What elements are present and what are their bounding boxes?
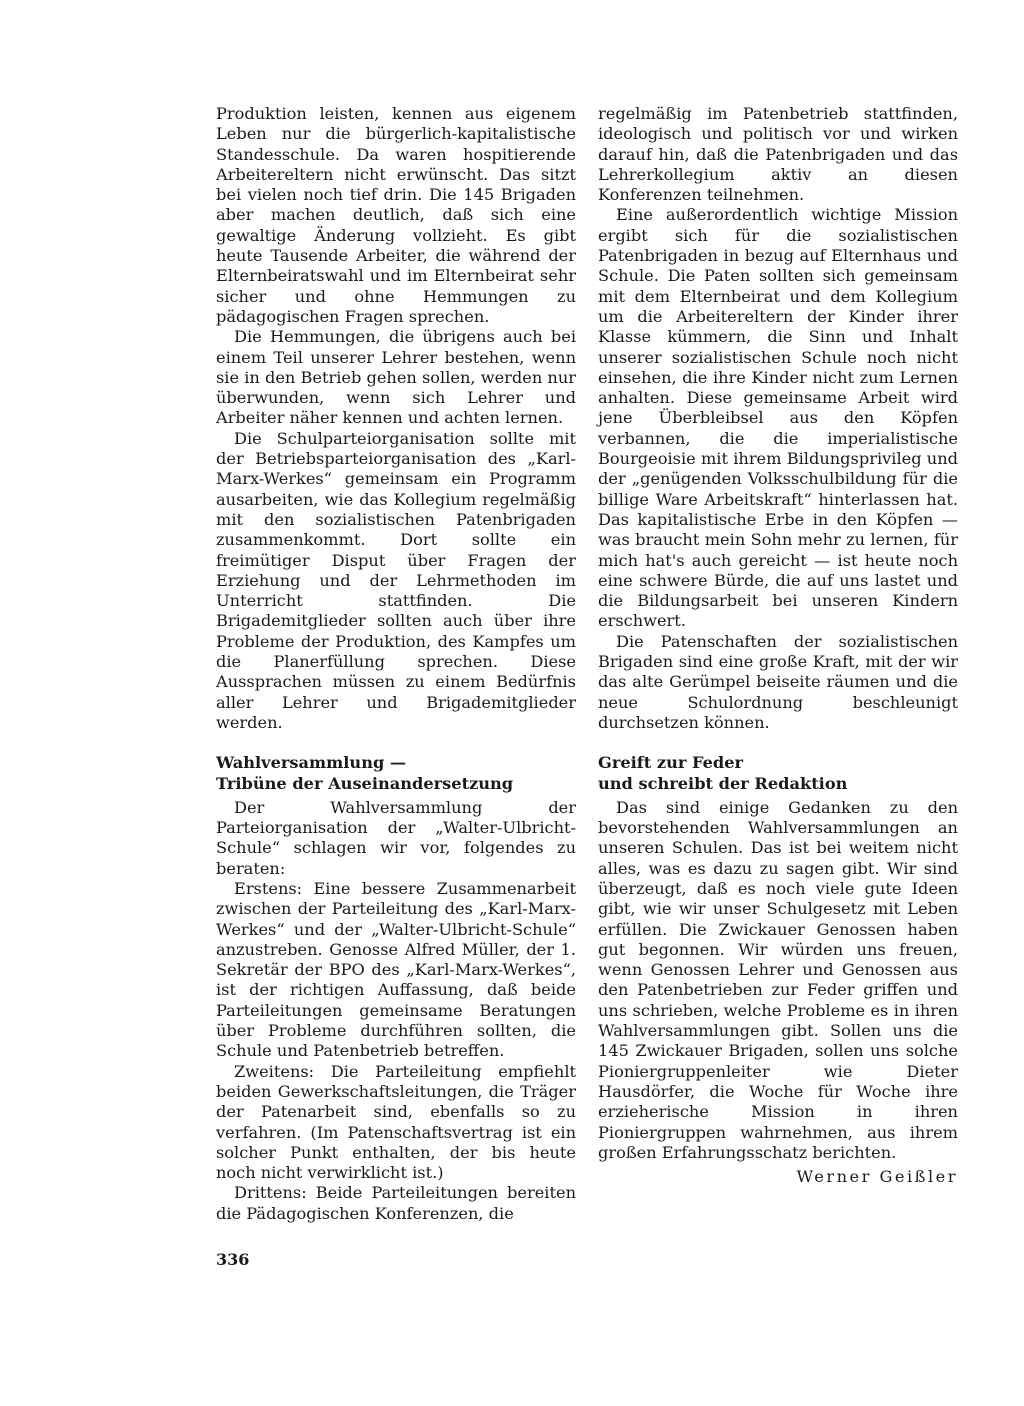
paragraph: Die Schulparteiorganisation sollte mit der Betriebsparteiorganisation des „Karl-Marx-Werkes“ gemeinsam ein Programm ausarbeiten, wie das Kollegium regelmäßig mit den sozialistischen Patenbrigaden zusammenkommt. Dort sollte ein freimütiger Disput über Fragen der Erziehung und der Lehrmethoden im Unterricht stattfinden. Die Brigademitglieder sollten auch über ihre Probleme der Produktion, des Kampfes um die Planerfüllung sprechen. Diese Aussprachen müssen zu einem Bedürfnis aller Lehrer und Brigademitglieder werden.: [216, 428, 576, 732]
paragraph: Drittens: Beide Parteileitungen bereiten die Pädagogischen Konferenzen, die: [216, 1183, 576, 1223]
paragraph: Erstens: Eine bessere Zusammenarbeit zwischen der Parteileitung des „Karl-Marx-Werkes“ und der „Walter-Ulbricht-Schule“ anzustreben. Genosse Alfred Müller, der 1. Sekretär der BPO des „Karl-Marx-Werkes“, ist der richtigen Auffassung, daß beide Parteileitungen gemeinsame Beratungen über Probleme durchführen sollten, die Schule und Patenbetrieb betreffen.: [216, 878, 576, 1061]
paragraph: Der Wahlversammlung der Parteiorganisation der „Walter-Ulbricht-Schule“ schlagen wir vor, folgendes zu beraten:: [216, 797, 576, 878]
heading-line: Wahlversammlung —: [216, 753, 407, 773]
right-column: [598, 104, 958, 1187]
paragraph: Produktion leisten, kennen aus eigenem Leben nur die bürgerlich-kapitalistische Standesschule. Da waren hospitierende Arbeitereltern nicht erwünscht. Das sitzt bei vielen noch tief drin. Die 145 Brigaden aber machen deutlich, daß sich eine gewaltige Änderung vollzieht. Es gibt heute Tausende Arbeiter, die während der Elternbeiratswahl und im Elternbeirat sehr sicher und ohne Hemmungen zu pädagogischen Fragen sprechen.: [216, 104, 576, 326]
paragraph: Eine außerordentlich wichtige Mission ergibt sich für die sozialistischen Patenbrigaden in bezug auf Elternhaus und Schule. Die Paten sollten sich gemeinsam mit dem Elternbeirat und dem Kollegium um die Arbeitereltern der Kinder ihrer Klasse kümmern, die Sinn und Inhalt unserer sozialistischen Schule noch nicht einsehen, die ihre Kinder nicht zum Lernen anhalten. Diese gemeinsame Arbeit wird jene Überbleibsel aus den Köpfen verbannen, die die imperialistische Bourgeoisie mit ihrem Bildungsprivileg und der „genügenden Volksschulbildung für die billige Ware Arbeitskraft“ hinterlassen hat. Das kapitalistische Erbe in den Köpfen — was braucht mein Sohn mehr zu lernen, für mich hat's auch gereicht — ist heute noch eine schwere Bürde, die auf uns lastet und die Bildungsarbeit bei unseren Kindern erschwert.: [598, 205, 958, 631]
author-signature: Werner Geißler: [796, 1167, 958, 1187]
section-heading: [598, 753, 958, 794]
heading-line: und schreibt der Redaktion: [598, 773, 848, 793]
paragraph: Das sind einige Gedanken zu den bevorstehenden Wahlversammlungen an unseren Schulen. Das ist bei weitem nicht alles, was es dazu zu sagen gibt. Wir sind überzeugt, daß es noch viele gute Ideen gibt, wie wir unser Schulgesetz mit Leben erfüllen. Die Zwickauer Genossen haben gut begonnen. Wir würden uns freuen, wenn Genossen Lehrer und Genossen aus den Patenbetrieben zur Feder griffen und uns schrieben, welche Probleme es in ihren Wahlversammlungen gibt. Sollen uns die 145 Zwickauer Brigaden, sollen uns solche Pioniergruppenleiter wie Dieter Hausdörfer, die Woche für Woche ihre erzieherische Mission in ihren Pioniergruppen wahrnehmen, aus ihrem großen Erfahrungsschatz berichten.: [598, 797, 958, 1162]
page-number: 336: [216, 1250, 250, 1269]
section-heading: [216, 753, 576, 794]
paragraph: regelmäßig im Patenbetrieb stattfinden, ideologisch und politisch vor und wirken darauf hin, daß die Patenbrigaden und das Lehrerkollegium aktiv an diesen Konferenzen teilnehmen.: [598, 104, 958, 205]
paragraph: Die Hemmungen, die übrigens auch bei einem Teil unserer Lehrer bestehen, wenn sie in den Betrieb gehen sollen, werden nur überwunden, wenn sich Lehrer und Arbeiter näher kennen und achten lernen.: [216, 327, 576, 428]
paragraph: Zweitens: Die Parteileitung empfiehlt beiden Gewerkschaftsleitungen, die Träger der Patenarbeit sind, ebenfalls so zu verfahren. (Im Patenschaftsvertrag ist ein solcher Punkt enthalten, der bis heute noch nicht verwirklicht ist.): [216, 1061, 576, 1183]
left-column: [216, 104, 576, 1224]
paragraph: Die Patenschaften der sozialistischen Brigaden sind eine große Kraft, mit der wir das alte Gerümpel beiseite räumen und die neue Schulordnung beschleunigt durchsetzen können.: [598, 631, 958, 732]
heading-line: Tribüne der Auseinandersetzung: [216, 773, 514, 793]
heading-line: Greift zur Feder: [598, 753, 744, 773]
